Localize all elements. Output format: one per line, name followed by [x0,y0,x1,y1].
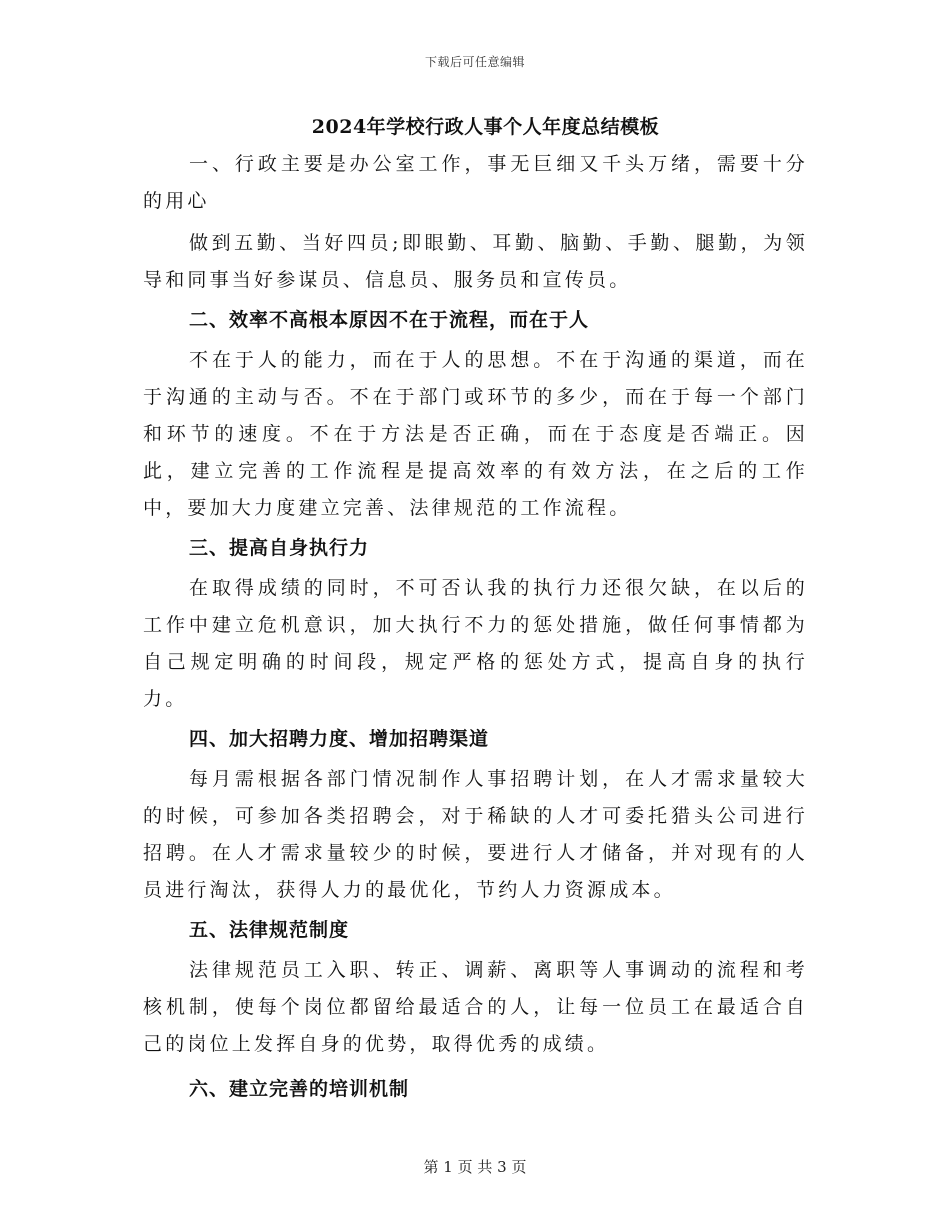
section-heading: 六、建立完善的培训机制 [189,1078,410,1100]
paragraph: 每月需根据各部门情况制作人事招聘计划，在人才需求量较大的时候，可参加各类招聘会，对于稀缺的人才可委托猎头公司进行招聘。在人才需求量较少的时候，要进行人才储备，并对现有的人员进行淘汰，获得人力的最优化，节约人力资源成本。 [143,768,808,901]
paragraph: 在取得成绩的同时，不可否认我的执行力还很欠缺，在以后的工作中建立危机意识，加大执行不力的惩处措施，做任何事情都为自己规定明确的时间段，规定严格的惩处方式，提高自身的执行力。 [143,577,808,710]
paragraph: 法律规范员工入职、转正、调薪、离职等人事调动的流程和考核机制，使每个岗位都留给最适合的人，让每一位员工在最适合自己的岗位上发挥自身的优势，取得优秀的成绩。 [143,959,808,1055]
section-heading: 四、加大招聘力度、增加招聘渠道 [189,728,490,750]
document-body [143,112,808,1111]
header-note: 下载后可任意编辑 [424,55,525,69]
paragraph: 不在于人的能力，而在于人的思想。不在于沟通的渠道，而在于沟通的主动与否。不在于部门或环节的多少，而在于每一个部门和环节的速度。不在于方法是否正确，而在于态度是否端正。因此，建立完善的工作流程是提高效率的有效方法，在之后的工作中，要加大力度建立完善、法律规范的工作流程。 [143,349,808,519]
section-heading: 三、提高自身执行力 [189,537,370,559]
section-heading: 五、法律规范制度 [189,919,350,941]
document-title: 2024年学校行政人事个人年度总结模板 [311,116,660,138]
paragraph: 做到五勤、当好四员;即眼勤、耳勤、脑勤、手勤、腿勤，为领导和同事当好参谋员、信息员、服务员和宣传员。 [143,232,808,291]
section-heading: 二、效率不高根本原因不在于流程，而在于人 [189,309,590,331]
paragraph: 一、行政主要是办公室工作，事无巨细又千头万绪，需要十分的用心 [143,153,808,212]
page-number: 第 1 页 共 3 页 [423,1158,527,1176]
